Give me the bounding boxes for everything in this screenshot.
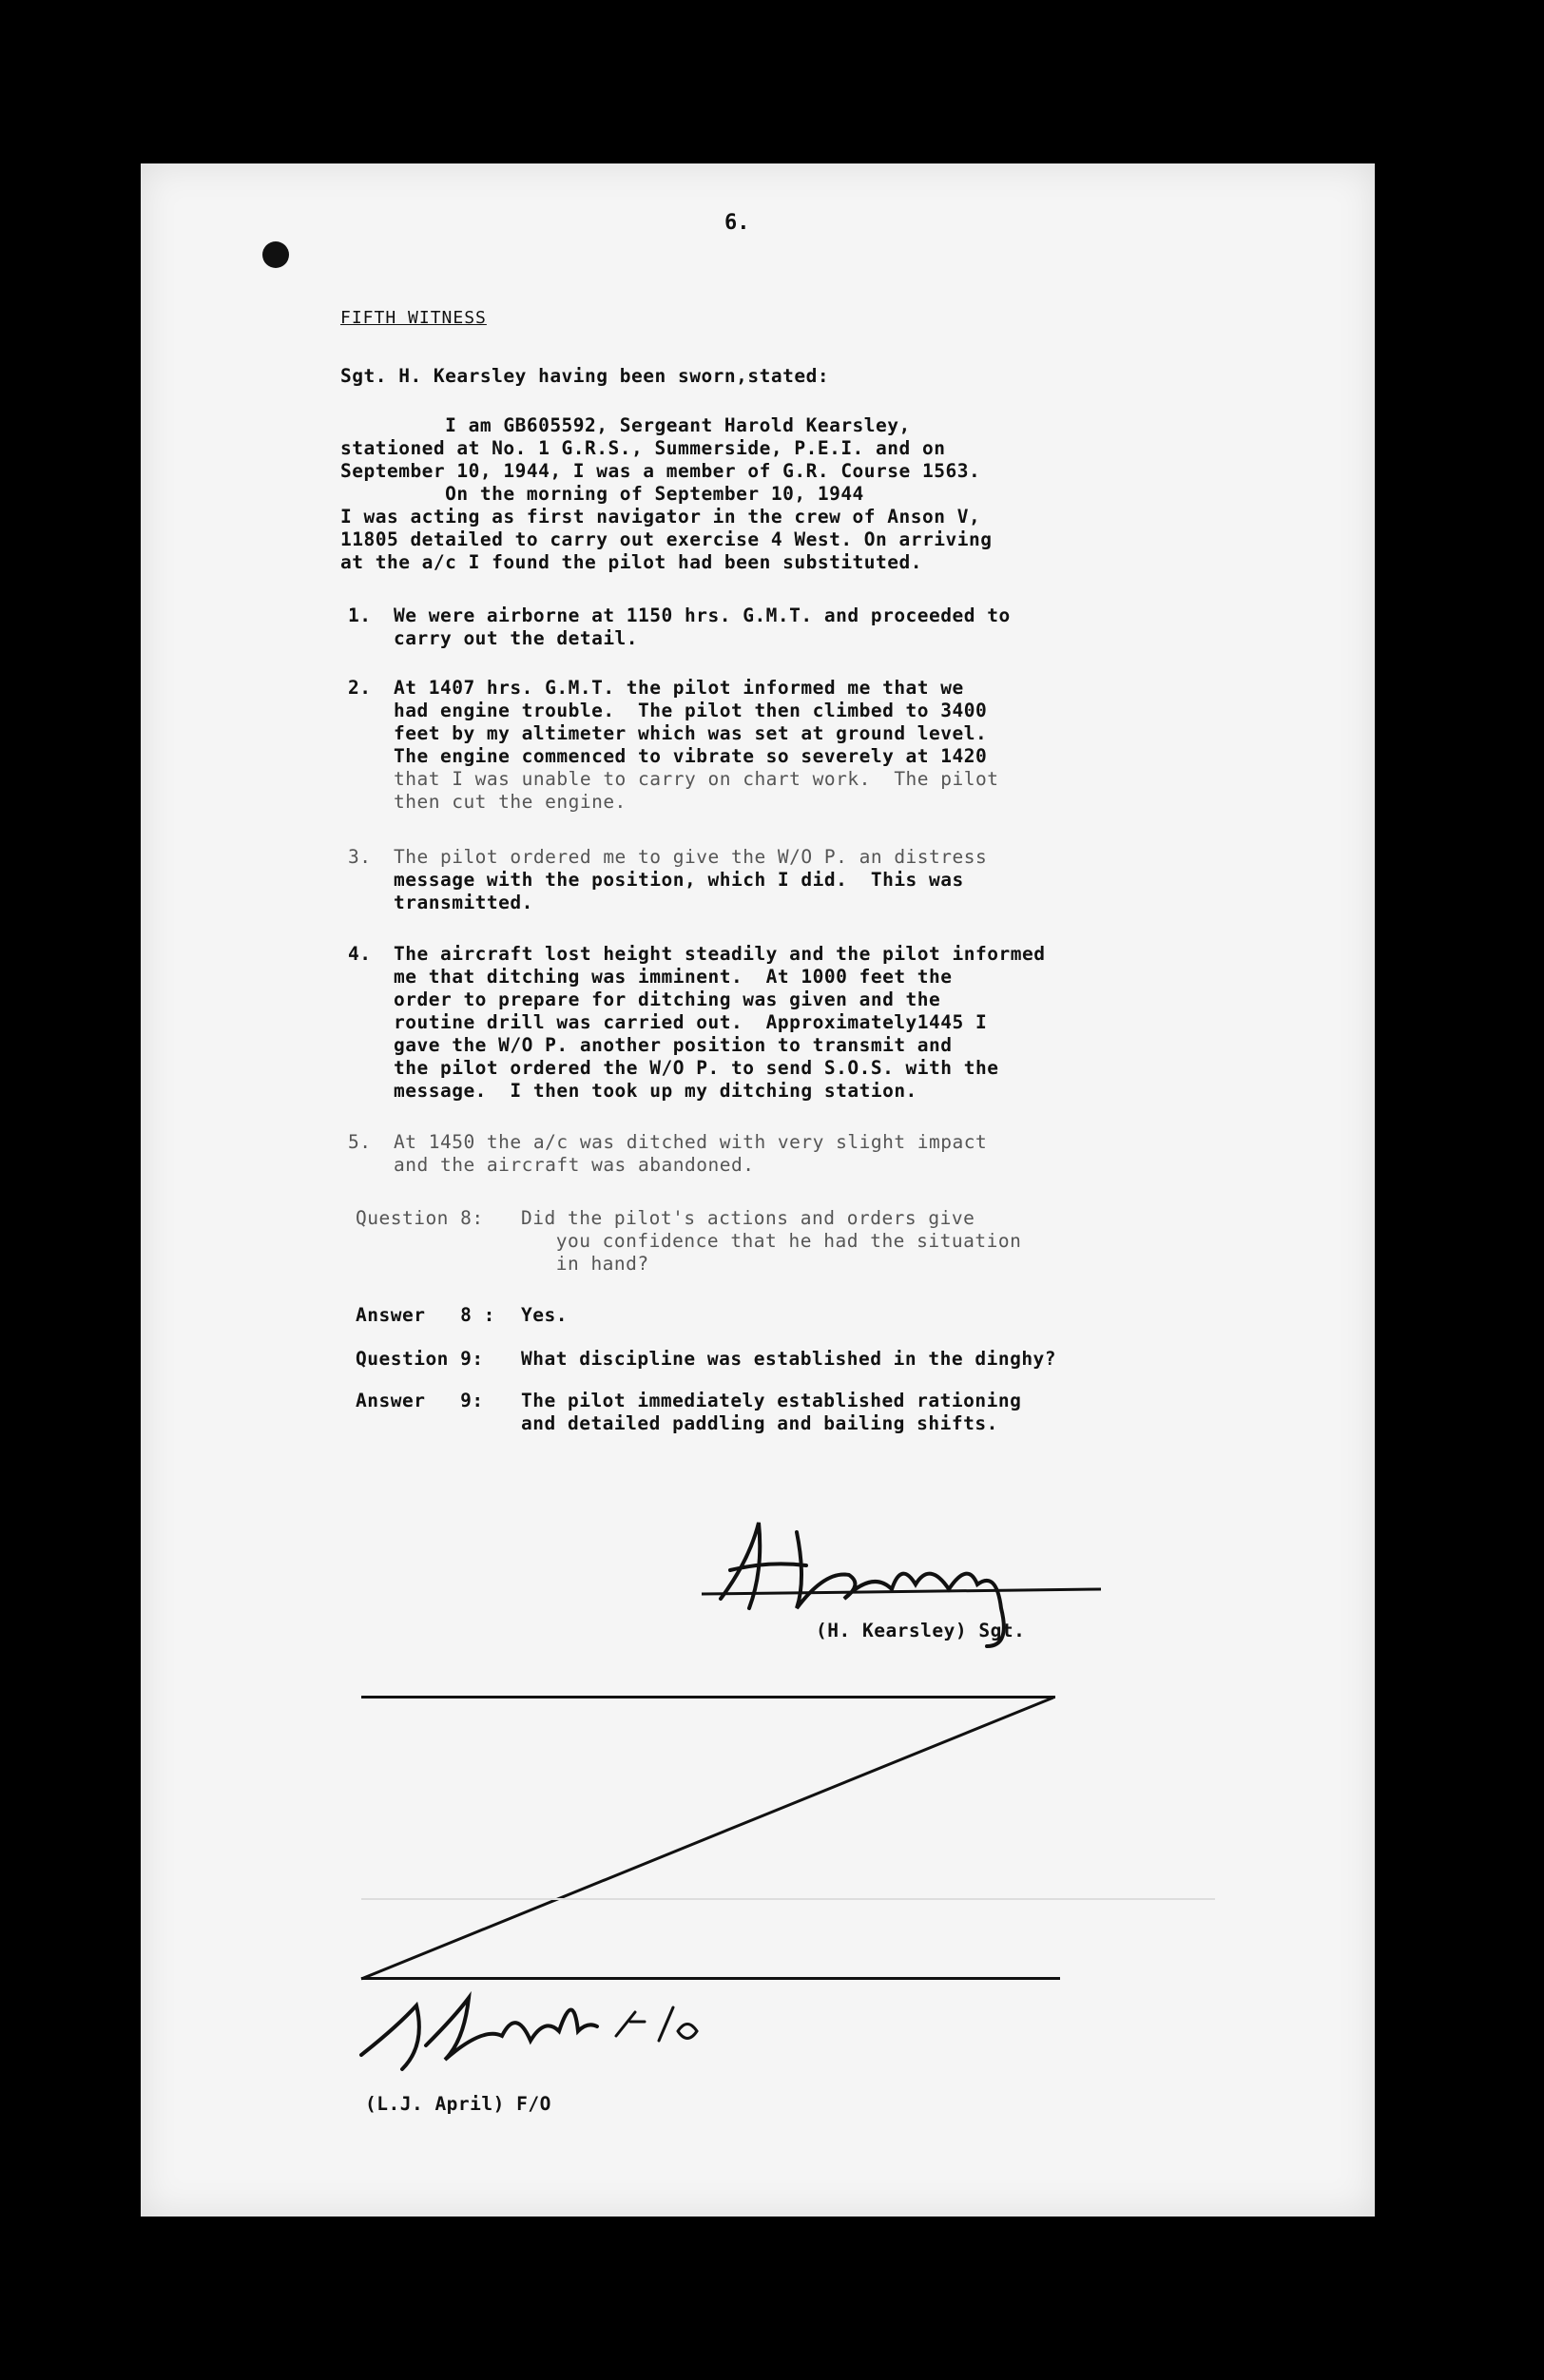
witness-name: (H. Kearsley) Sgt.	[816, 1620, 1026, 1641]
statement-line: I am GB605592, Sergeant Harold Kearsley,	[340, 414, 911, 436]
item-line: routine drill was carried out. Approximately1445 I	[394, 1011, 988, 1033]
item-line: then cut the engine.	[394, 791, 627, 813]
item-line: gave the W/O P. another position to transmit and	[394, 1034, 953, 1056]
item-line: order to prepare for ditching was given and the	[394, 988, 941, 1010]
document-page	[141, 163, 1375, 2217]
answer-line: The pilot immediately established rationing	[521, 1390, 1022, 1411]
question-line: you confidence that he had the situation	[521, 1230, 1022, 1252]
item-number: 1.	[348, 605, 372, 626]
item-line: At 1407 hrs. G.M.T. the pilot informed me that we	[394, 677, 964, 699]
item-number: 4.	[348, 943, 372, 965]
item-line: carry out the detail.	[394, 627, 639, 649]
item-line: the pilot ordered the W/O P. to send S.O.S. with the	[394, 1057, 999, 1079]
question-label: Question 9:	[356, 1348, 484, 1370]
answer-label: Answer 9:	[356, 1390, 484, 1411]
question-line: in hand?	[521, 1253, 649, 1275]
item-line: The pilot ordered me to give the W/O P. an distress	[394, 846, 988, 868]
item-number: 2.	[348, 677, 372, 699]
statement-line: On the morning of September 10, 1944	[340, 483, 864, 505]
item-line: that I was unable to carry on chart work. The pilot	[394, 768, 999, 790]
statement-line: at the a/c I found the pilot had been substituted.	[340, 551, 922, 573]
question-line: What discipline was established in the dinghy?	[521, 1348, 1057, 1370]
item-line: and the aircraft was abandoned.	[394, 1154, 755, 1176]
item-line: The aircraft lost height steadily and the pilot informed	[394, 943, 1046, 965]
statement-line: stationed at No. 1 G.R.S., Summerside, P.E.I. and on	[340, 437, 946, 459]
section-heading: FIFTH WITNESS	[340, 308, 487, 328]
item-line: message. I then took up my ditching station.	[394, 1080, 917, 1102]
statement-line: I was acting as first navigator in the crew of Anson V,	[340, 506, 981, 528]
witness-intro: Sgt. H. Kearsley having been sworn,stated:	[340, 365, 830, 387]
page-number: 6.	[724, 211, 750, 235]
item-line: message with the position, which I did. This was	[394, 869, 964, 891]
statement-line: September 10, 1944, I was a member of G.R. Course 1563.	[340, 460, 981, 482]
answer-line: Yes.	[521, 1304, 568, 1326]
answer-label: Answer 8 :	[356, 1304, 495, 1326]
item-number: 5.	[348, 1131, 372, 1153]
question-line: Did the pilot's actions and orders give	[521, 1207, 975, 1229]
question-label: Question 8:	[356, 1207, 484, 1229]
answer-line: and detailed paddling and bailing shifts.	[521, 1412, 998, 1434]
item-line: me that ditching was imminent. At 1000 feet the	[394, 966, 953, 988]
item-line: At 1450 the a/c was ditched with very slight impact	[394, 1131, 988, 1153]
item-line: We were airborne at 1150 hrs. G.M.T. and proceeded to	[394, 605, 1011, 626]
item-line: feet by my altimeter which was set at ground level.	[394, 722, 988, 744]
statement-line: 11805 detailed to carry out exercise 4 West. On arriving	[340, 528, 993, 550]
item-line: had engine trouble. The pilot then climbed to 3400	[394, 700, 988, 721]
officer-name: (L.J. April) F/O	[365, 2093, 551, 2115]
item-line: The engine commenced to vibrate so severely at 1420	[394, 745, 988, 767]
item-number: 3.	[348, 846, 372, 868]
officer-signature	[141, 163, 1375, 2217]
item-line: transmitted.	[394, 892, 533, 913]
